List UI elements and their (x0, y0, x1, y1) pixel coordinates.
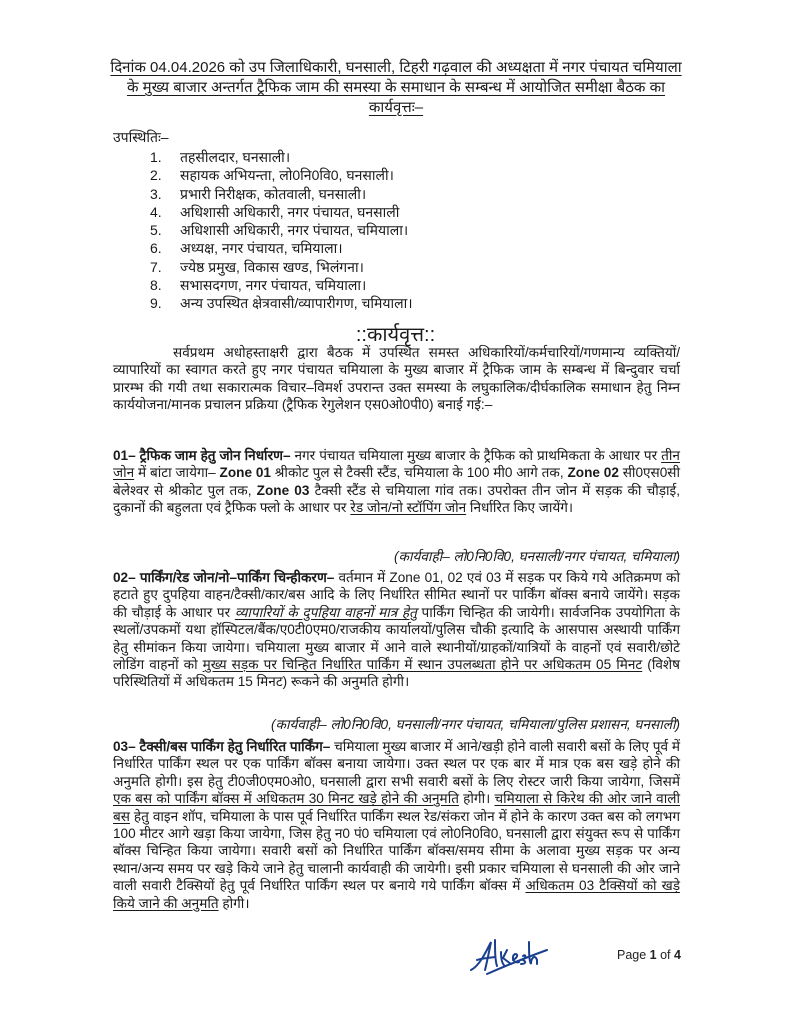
attendee-number: 5. (150, 222, 162, 239)
text-segment: 01– ट्रैफिक जाम हेतु जोन निर्धारण– (113, 448, 295, 463)
text-segment: वर्तमान में Zone 01, 02 एवं 03 में सड़क पर किये गये अतिक्रमण को हटाते हुए दुपहिया वाहन/टैक्सी/कार/बस आदि के लिए निर्धारित सीमित स्थानों पर पार्किंग बॉक्स बनाये जायेंगे। सड़क की चौड़ाई के आधार पर (113, 570, 680, 620)
text-segment: सी0एस0सी बेलेश्वर से श्रीकोट पुल तक, (113, 465, 680, 498)
text-segment: चमियाला से किरेथ की ओर जाने वाली बस (113, 791, 680, 824)
attendee-number: 3. (150, 185, 162, 202)
section-heading: ::कार्यवृत्त:: (355, 324, 436, 346)
text-segment: में बांटा जायेगा– (134, 465, 220, 481)
text-segment: नगर पंचायत चमियाला मुख्य बाजार के ट्रैफिक को प्राथमिकता के आधार पर (294, 448, 662, 463)
attendee-text: तहसीलदार, घनसाली। (180, 149, 291, 165)
attendee-number: 1. (150, 149, 162, 165)
action-note: (कार्यवाही– लो0नि0वि0, घनसाली/नगर पंचायत, चमियाला/पुलिस प्रशासन, घनसाली) (270, 717, 680, 732)
action-note: (कार्यवाही– लो0नि0वि0, घनसाली/नगर पंचायत, चमियाला) (394, 549, 680, 564)
text-segment: 03– टैक्सी/बस पार्किंग हेतु निर्धारित पार्किंग– (113, 739, 335, 754)
attendee-number: 8. (150, 277, 162, 294)
attendee-item (150, 221, 413, 239)
text-segment: Zone 01 (219, 465, 271, 481)
attendee-item (150, 203, 413, 221)
point-03-bus-taxi (113, 738, 680, 912)
attendee-text: सभासदगण, नगर पंचायत, चमियाला। (180, 277, 367, 294)
attendee-number: 2. (150, 167, 162, 184)
attendance-label: उपस्थितिः– (113, 129, 169, 145)
intro-paragraph (113, 344, 680, 414)
text-segment: (विशेष परिस्थितियों में अधिकतम 15 मिनट) रूकने की अनुमति होगी। (113, 657, 681, 690)
attendee-text: ज्येष्ठ प्रमुख, विकास खण्ड, भिलंगना। (180, 258, 364, 275)
attendee-text: सहायक अभियन्ता, लो0नि0वि0, घनसाली। (180, 167, 394, 184)
attendee-number: 4. (150, 203, 162, 220)
point-01-zone (113, 447, 680, 517)
attendee-text: अधिशासी अधिकारी, नगर पंचायत, घनसाली (180, 203, 400, 220)
text-segment: सर्वप्रथम अधोहस्ताक्षरी द्वारा बैठक में उपस्थित समस्त अधिकारियों/कर्मचारियों/गणमान्य व्यक्तियों/व्यापारियों का स्वागत करते हुए नगर पंचायत चमियाला के मुख्य बाजार में ट्रैफिक जाम के सम्बन्ध में बिन्दुवार चर्चा प्रारम्भ की गयी तथा सकारात्मक विचार–विमर्श उपरान्त उक्त समस्या के लघुकालिक/दीर्घकालिक समाधान हेतु निम्न कार्ययोजना/मानक प्रचालन प्रक्रिया (ट्रैफिक रेगुलेशन एस0ओ0पी0) बनाई गई:– (113, 345, 680, 413)
signature (465, 936, 555, 981)
attendee-number: 9. (150, 295, 162, 312)
text-segment: तीन जोन (113, 448, 680, 481)
attendee-number: 6. (150, 240, 162, 257)
point-02-parking (113, 569, 680, 691)
text-segment: निर्धारित किए जायेंगे। (466, 500, 574, 516)
text-segment: चमियाला मुख्य बाजार में आने/खड़ी होने वाली सवारी बसों के लिए पूर्व में निर्धारित पार्किंग स्थल पर एक पार्किंग बॉक्स बनाया जायेगा। उक्त स्थल पर एक बार में मात्र एक बस खड़े होने की अनुमति होगी। इस हेतु टी0जी0एम0ओ0, घनसाली द्वारा सभी सवारी बसों के लिए रोस्टर जारी किया जायेगा, जिसमें (113, 739, 680, 789)
text-segment: हेतु वाइन शॉप, चमियाला के पास पूर्व निर्धारित पार्किंग स्थल रेड/संकरा जोन में होने के कारण उक्त बस को लगभग 100 मीटर आगे खड़ा किया जायेगा, जिस हेतु न0 पं0 चमियाला एवं लो0नि0वि0, घनसाली द्वारा संयुक्त रूप से पार्किंग बॉक्स चिन्हित किया जायेगा। सवारी बसों को निर्धारित पार्किंग बॉक्स/समय सीमा के अलावा मुख्य सड़क पर अन्य स्थान/अन्य समय पर खड़े किये जाने हेतु चालानी कार्यवाही की जायेगी। इसी प्रकार चमियाला से घनसाली की ओर जाने वाली सवारी टैक्सियों हेतु पूर्व निर्धारित पार्किंग स्थल पर बनाये गये पार्किंग बॉक्स में (113, 808, 680, 894)
text-segment: 02– पार्किंग/रेड जोन/नो–पार्किंग चिन्हीकरण– (113, 570, 339, 585)
attendee-item (150, 258, 413, 276)
text-segment: टैक्सी स्टैंड से चमियाला गांव तक। उपरोक्त तीन जोन में सड़क की चौड़ाई, दुकानों की बहुलता एवं ट्रैफिक फ्लो के आधार पर (113, 482, 680, 516)
text-segment: Zone 02 (567, 465, 619, 481)
attendee-item (150, 239, 413, 257)
text-segment: व्यापारियों के दुपहिया वाहनों मात्र हेतु (234, 604, 417, 620)
document-title: दिनांक 04.04.2026 को उप जिलाधिकारी, घनसाली, टिहरी गढ़वाल की अध्यक्षता में नगर पंचायत चमियाला के मुख्य बाजार अन्तर्गत ट्रैफिक जाम की समस्या के समाधान के सम्बन्ध में आयोजित समीक्षा बैठक का कार्यवृत्तः– (110, 59, 682, 116)
attendee-item (150, 294, 413, 312)
attendee-item (150, 276, 413, 294)
text-segment: श्रीकोट पुल से टैक्सी स्टैंड, चमियाला के 100 मी0 आगे तक, (270, 465, 568, 481)
text-segment: रेड जोन/नो स्टॉपिंग जोन (350, 500, 467, 516)
text-segment: मुख्य सड़क पर चिन्हित निर्धारित पार्किंग में स्थान उपलब्धता होने पर अधिकतम 05 मिनट (202, 657, 643, 673)
attendee-text: प्रभारी निरीक्षक, कोतवाली, घनसाली। (180, 185, 367, 202)
page-number: Page 1 of 4 (617, 948, 681, 962)
text-segment: होगी। (458, 791, 495, 807)
text-segment: Zone 03 (256, 482, 310, 498)
text-segment: अधिकतम 03 टैक्सियों को खड़े किये जाने की अनुमति (113, 878, 680, 911)
attendee-item (150, 148, 413, 166)
text-segment: पार्किंग चिन्हित की जायेगी। सार्वजनिक उपयोगिता के स्थलों/उपकमों यथा हॉस्पिटल/बैंक/ए0टी0एम0/राजकीय कार्यालयों/पुलिस चौकी इत्यादि के आसपास अस्थायी पार्किंग हेतु सीमांकन किया जायेगा। चमियाला मुख्य बाजार में आने वाले स्थानीयों/ग्राहकों/यात्रियों के वाहनों एवं सवारी/छोटे लोडिंग वाहनों को (113, 604, 680, 673)
attendee-item (150, 185, 413, 203)
attendee-text: अधिशासी अधिकारी, नगर पंचायत, चमियाला। (180, 222, 409, 239)
text-segment: एक बस को पार्किंग बॉक्स में अधिकतम 30 मिनट खड़े होने की अनुमति (113, 791, 459, 807)
attendee-list (150, 148, 413, 313)
attendee-text: अध्यक्ष, नगर पंचायत, चमियाला। (180, 240, 343, 257)
text-segment: होगी। (218, 895, 250, 911)
attendee-text: अन्य उपस्थित क्षेत्रवासी/व्यापारीगण, चमियाला। (180, 295, 413, 312)
attendee-item (150, 166, 413, 184)
attendee-number: 7. (150, 258, 162, 275)
